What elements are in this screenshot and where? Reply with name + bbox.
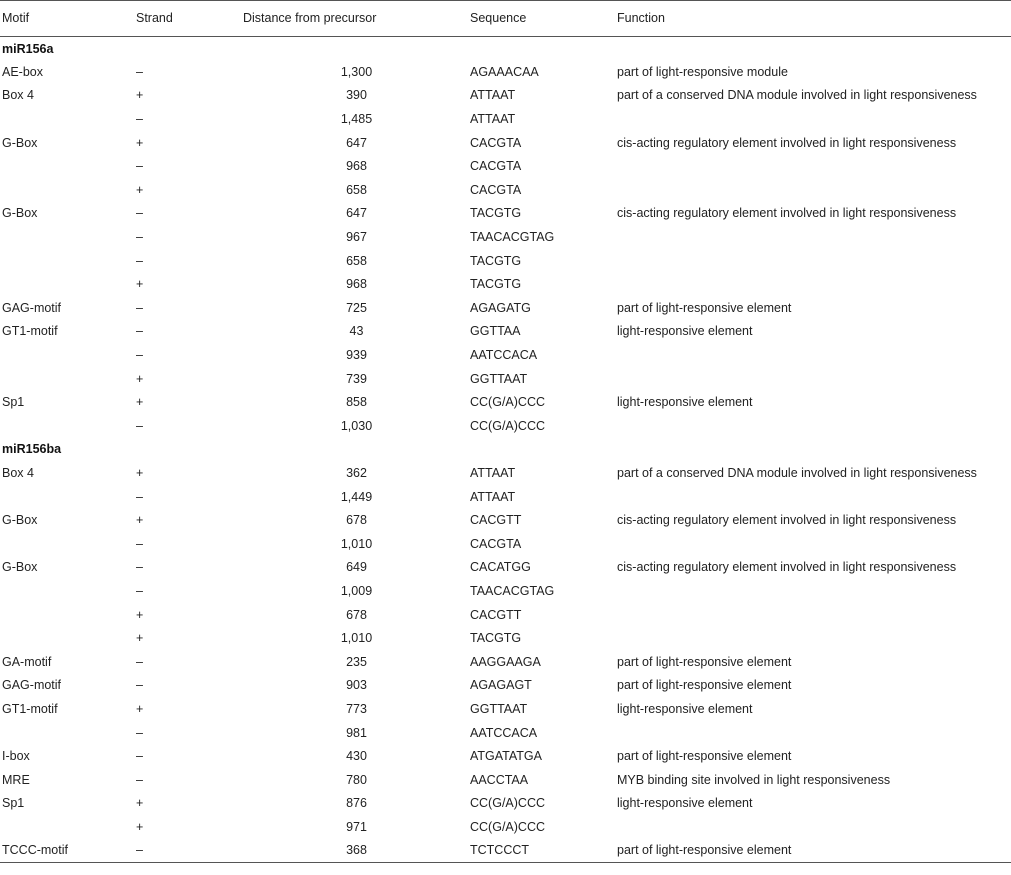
cell-function (617, 367, 1011, 391)
table-row (0, 839, 1011, 863)
cell-distance: 678 (346, 513, 367, 528)
cell-motif (0, 815, 136, 839)
table-row (0, 556, 1011, 580)
cell-strand: + (136, 465, 144, 480)
cell-sequence: GGTTAA (470, 324, 521, 339)
cell-strand: + (136, 395, 144, 410)
table-row (0, 485, 1011, 509)
cell-strand: – (136, 206, 143, 221)
cell-function (617, 721, 1011, 745)
cell-motif (0, 414, 136, 438)
cell-motif (0, 721, 136, 745)
cell-sequence: AATCCACA (470, 348, 538, 363)
cell-sequence: TCTCCCT (470, 839, 617, 863)
cell-motif: Box 4 (2, 88, 34, 103)
cell-motif: G-Box (2, 206, 38, 221)
cell-distance: 647 (346, 135, 367, 150)
cell-distance: 1,030 (340, 418, 373, 433)
cell-strand: – (136, 536, 143, 551)
cell-function: light-responsive element (617, 395, 753, 410)
cell-function (617, 107, 1011, 131)
cell-distance: 390 (346, 88, 367, 103)
table-row (0, 792, 1011, 816)
cell-motif (0, 603, 136, 627)
cell-distance: 1,010 (340, 536, 373, 551)
cell-function (617, 154, 1011, 178)
cell-sequence: AGAAACAA (470, 64, 539, 79)
cell-strand: + (136, 88, 144, 103)
cell-strand: + (136, 796, 144, 811)
cell-sequence: AAGGAAGA (470, 654, 541, 669)
table-header (0, 1, 1011, 37)
cell-distance: 725 (346, 300, 367, 315)
table-row (0, 674, 1011, 698)
cell-strand: + (136, 819, 144, 834)
table-row (0, 272, 1011, 296)
cell-motif (0, 154, 136, 178)
cell-motif: AE-box (2, 64, 43, 79)
cell-motif (0, 532, 136, 556)
cell-strand: + (136, 182, 144, 197)
cell-strand: – (136, 418, 143, 433)
cell-sequence: AATCCACA (470, 725, 538, 740)
cell-sequence: AGAGATG (470, 300, 531, 315)
cell-function (617, 414, 1011, 438)
cell-motif: Sp1 (2, 796, 25, 811)
cell-motif (0, 579, 136, 603)
cell-function: light-responsive element (617, 796, 753, 811)
cell-function (617, 343, 1011, 367)
cell-strand: + (136, 135, 144, 150)
cell-distance: 368 (243, 839, 470, 863)
cell-strand: – (136, 300, 143, 315)
cell-strand: – (136, 839, 243, 863)
table-row (0, 225, 1011, 249)
cell-distance: 43 (349, 324, 364, 339)
header-distance: Distance from precursor (243, 1, 470, 37)
cell-sequence: CC(G/A)CCC (470, 418, 545, 433)
cell-sequence: CACGTA (470, 182, 522, 197)
cell-function: part of a conserved DNA module involved in light responsiveness (617, 465, 977, 480)
cell-strand: – (136, 489, 143, 504)
table-row (0, 367, 1011, 391)
cell-distance: 649 (346, 560, 367, 575)
table-row (0, 343, 1011, 367)
cell-motif (0, 178, 136, 202)
cell-distance: 658 (346, 182, 367, 197)
cell-function: MYB binding site involved in light responsiveness (617, 772, 891, 787)
cell-strand: + (136, 371, 144, 386)
cell-function (617, 485, 1011, 509)
cell-strand: + (136, 277, 144, 292)
table-row (0, 697, 1011, 721)
table-row (0, 154, 1011, 178)
cell-function (617, 249, 1011, 273)
cell-distance: 658 (346, 253, 367, 268)
cell-function (617, 178, 1011, 202)
cell-distance: 235 (346, 654, 367, 669)
table-row (0, 626, 1011, 650)
cell-sequence: CACGTA (470, 536, 522, 551)
cell-function (617, 225, 1011, 249)
cell-motif (0, 626, 136, 650)
cell-sequence: CACGTA (470, 159, 522, 174)
cell-function: part of light-responsive element (617, 749, 792, 764)
section-row (0, 438, 1011, 462)
cell-strand: – (136, 749, 143, 764)
cell-sequence: CACATGG (470, 560, 531, 575)
cell-motif: TCCC-motif (0, 839, 136, 863)
cell-strand: – (136, 159, 143, 174)
cell-distance: 971 (346, 819, 367, 834)
cell-strand: – (136, 253, 143, 268)
cell-strand: – (136, 64, 143, 79)
table-row (0, 84, 1011, 108)
cell-strand: – (136, 230, 143, 245)
cell-distance: 939 (346, 348, 367, 363)
cell-distance: 647 (346, 206, 367, 221)
cell-sequence: GGTTAAT (470, 701, 528, 716)
cell-strand: – (136, 348, 143, 363)
header-motif: Motif (0, 1, 136, 37)
cell-distance: 1,009 (340, 583, 373, 598)
cell-distance: 967 (346, 230, 367, 245)
cell-strand: – (136, 678, 143, 693)
cell-motif: GAG-motif (2, 300, 62, 315)
cell-sequence: CC(G/A)CCC (470, 819, 545, 834)
cell-strand: + (136, 513, 144, 528)
cell-function (617, 815, 1011, 839)
cell-motif: MRE (2, 772, 30, 787)
table-row (0, 721, 1011, 745)
cell-function: part of light-responsive element (617, 839, 1011, 863)
table-row (0, 603, 1011, 627)
cell-function: part of light-responsive element (617, 300, 792, 315)
cell-motif: G-Box (2, 135, 38, 150)
table-row (0, 60, 1011, 84)
table-row (0, 768, 1011, 792)
cell-distance: 1,485 (340, 112, 373, 127)
cell-function (617, 272, 1011, 296)
cell-sequence: TAACACGTAG (470, 230, 555, 245)
cell-sequence: AACCTAA (470, 772, 529, 787)
cell-distance: 968 (346, 159, 367, 174)
cell-motif: GAG-motif (2, 678, 62, 693)
cell-function: part of a conserved DNA module involved in light responsiveness (617, 88, 977, 103)
table-row (0, 815, 1011, 839)
table-row (0, 320, 1011, 344)
cell-function (617, 626, 1011, 650)
table-row (0, 296, 1011, 320)
cell-sequence: ATTAAT (470, 489, 516, 504)
cell-motif (0, 485, 136, 509)
cell-sequence: CACGTT (470, 513, 522, 528)
table-row (0, 414, 1011, 438)
cell-sequence: CACGTT (470, 607, 522, 622)
cell-distance: 1,010 (340, 631, 373, 646)
table-row (0, 532, 1011, 556)
cell-distance: 858 (346, 395, 367, 410)
cell-function (617, 532, 1011, 556)
cell-motif: Box 4 (2, 465, 34, 480)
cell-strand: – (136, 560, 143, 575)
cell-sequence: TACGTG (470, 631, 522, 646)
cell-motif: Sp1 (2, 395, 25, 410)
cell-function: light-responsive element (617, 701, 753, 716)
cell-sequence: ATTAAT (470, 88, 516, 103)
cell-function: cis-acting regulatory element involved in light responsiveness (617, 560, 957, 575)
cell-sequence: ATTAAT (470, 112, 516, 127)
cell-motif: GT1-motif (2, 324, 58, 339)
table-row (0, 178, 1011, 202)
table-row (0, 390, 1011, 414)
cell-motif (0, 249, 136, 273)
cell-sequence: ATGATATGA (470, 749, 542, 764)
cell-distance: 903 (346, 678, 367, 693)
cell-strand: – (136, 725, 143, 740)
cell-sequence: CACGTA (470, 135, 522, 150)
cell-sequence: CC(G/A)CCC (470, 395, 545, 410)
cell-motif (0, 107, 136, 131)
table-row (0, 202, 1011, 226)
cell-function: part of light-responsive element (617, 678, 792, 693)
cell-sequence: TACGTG (470, 277, 522, 292)
cell-distance: 1,449 (340, 489, 373, 504)
cell-strand: – (136, 583, 143, 598)
table-row (0, 107, 1011, 131)
cell-sequence: TACGTG (470, 253, 522, 268)
cell-function: cis-acting regulatory element involved in light responsiveness (617, 206, 957, 221)
table-row (0, 579, 1011, 603)
table-body (0, 37, 1011, 863)
cell-strand: – (136, 654, 143, 669)
cell-distance: 678 (346, 607, 367, 622)
table-row (0, 461, 1011, 485)
table-row (0, 508, 1011, 532)
cell-distance: 362 (346, 465, 367, 480)
cell-distance: 1,300 (340, 64, 373, 79)
cell-distance: 780 (346, 772, 367, 787)
table-row (0, 131, 1011, 155)
section-row (0, 37, 1011, 61)
table-row (0, 650, 1011, 674)
cell-sequence: AGAGAGT (470, 678, 532, 693)
cell-function: part of light-responsive module (617, 64, 788, 79)
cell-strand: – (136, 112, 143, 127)
cell-motif (0, 225, 136, 249)
cell-distance: 968 (346, 277, 367, 292)
cell-motif (0, 367, 136, 391)
cell-distance: 981 (346, 725, 367, 740)
cell-strand: – (136, 324, 143, 339)
cell-distance: 739 (346, 371, 367, 386)
header-row (0, 1, 1011, 37)
cell-sequence: GGTTAAT (470, 371, 528, 386)
section-label: miR156ba (2, 442, 62, 457)
header-strand: Strand (136, 1, 243, 37)
section-label: miR156a (2, 41, 54, 56)
table-row (0, 744, 1011, 768)
cell-motif: G-Box (2, 560, 38, 575)
cell-sequence: TACGTG (470, 206, 522, 221)
header-sequence: Sequence (470, 1, 617, 37)
cell-strand: + (136, 607, 144, 622)
cell-motif: GA-motif (2, 654, 52, 669)
cell-function: light-responsive element (617, 324, 753, 339)
cell-strand: – (136, 772, 143, 787)
cell-motif (0, 343, 136, 367)
cell-motif: GT1-motif (2, 701, 58, 716)
cell-function (617, 603, 1011, 627)
cell-strand: + (136, 631, 144, 646)
cell-strand: + (136, 701, 144, 716)
cell-motif: I-box (2, 749, 30, 764)
table-row (0, 249, 1011, 273)
cell-sequence: CC(G/A)CCC (470, 796, 545, 811)
cell-motif (0, 272, 136, 296)
cell-function: part of light-responsive element (617, 654, 792, 669)
cell-sequence: TAACACGTAG (470, 583, 555, 598)
cell-distance: 430 (346, 749, 367, 764)
header-function: Function (617, 1, 1011, 37)
cell-distance: 876 (346, 796, 367, 811)
cell-distance: 773 (346, 701, 367, 716)
cell-motif: G-Box (2, 513, 38, 528)
cell-function (617, 579, 1011, 603)
cell-function: cis-acting regulatory element involved in light responsiveness (617, 135, 957, 150)
cell-sequence: ATTAAT (470, 465, 516, 480)
cell-function: cis-acting regulatory element involved in light responsiveness (617, 513, 957, 528)
